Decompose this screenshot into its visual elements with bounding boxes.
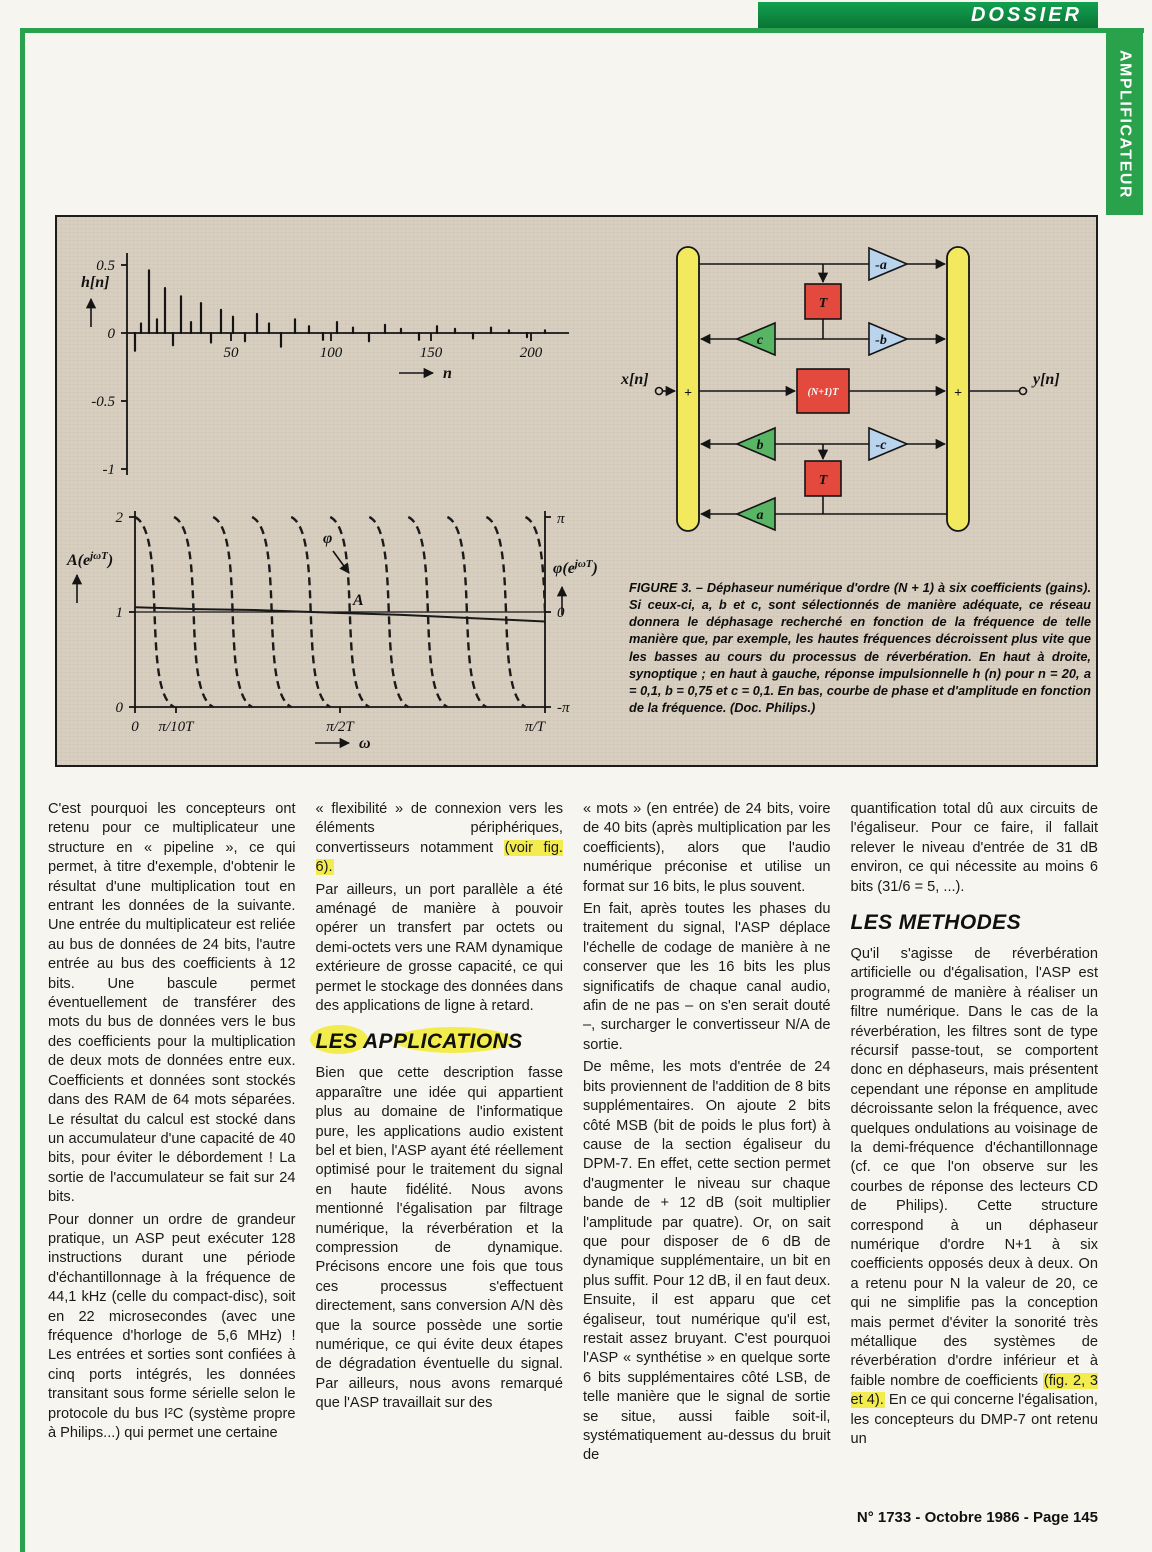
dossier-label: DOSSIER: [970, 3, 1082, 26]
left-tick-label: 0: [115, 700, 123, 716]
figure-caption-body: – Déphaseur numérique d'ordre (N + 1) à six coefficients (gains). Si ceux-ci, a, b et c, sont sélectionnés de manière adéquate, ce réseau donnera le déphasage recherché en fonction de la fréquence de telle manière que, par exemple, les hautes fréquences décroissent plus vite que les basses au cours du processus de réverbération. En haut à droite, synoptique ; en haut à gauche, réponse impulsionnelle h (n) pour n = 20, a = 0,1, b = 0,75 et c = 0,1. En bas, courbe de phase et d'amplitude en fonction de la fréquence. (Doc. Philips.): [629, 580, 1092, 715]
x-tick-label: 150: [419, 345, 443, 361]
page-footer: N° 1733 - Octobre 1986 - Page 145: [856, 1509, 1098, 1526]
highlighted-text: (fig. 2, 3 et 4).: [850, 1372, 1099, 1409]
amplitude-phase-chart: [65, 507, 625, 757]
amplitude-curve-label: A: [353, 592, 364, 609]
highlighted-text: (voir fig. 6).: [315, 839, 563, 876]
big-delay-label: (N+1)T: [807, 387, 839, 398]
heading-les-applications: LES APPLICATIONS: [315, 1030, 523, 1054]
output-label: y[n]: [1033, 371, 1060, 388]
heading-les-methodes: LES METHODES: [850, 911, 1021, 935]
dossier-header: [758, 2, 1098, 28]
paragraph: En fait, après toutes les phases du traitement du signal, l'ASP déplace l'échelle de codage de manière à ne conserver que les 16 bits les plus significatifs de chaque canal audio, afin de ne pas – on s'en serait douté –, surcharger le convertisseur N/A de sortie.: [583, 901, 831, 1053]
paragraph: « mots » (en entrée) de 24 bits, voire de 40 bits (après multiplication par les coefficients), alors que l'audio numérique préconise et utilise un format sur 16 bits, le plus souvent.: [583, 801, 831, 895]
gain-b-label: b: [756, 438, 764, 453]
paragraph: C'est pourquoi les concepteurs ont retenu pour ce multiplicateur une structure en « pipeline », ce qui permet, à titre d'exemple, d'obtenir le résultat d'une multiplication tout en entrant les données de la suivante. Une entrée du multiplicateur est reliée au bus de données de 24 bits, l'autre entrée au bus des coefficients à 12 bits. Une bascule permet éventuellement de transférer des mots du bus de données vers le bus des coefficients pour la multiplication de deux mots de données entre eux. Coefficients et données sont stockés dans des RAM de 64 mots séparées. Le résultat du calcul est stocké dans un accumulateur d'une capacité de 40 bits, pour éviter le débordement ! La sortie de l'accumulateur se fait sur 24 bits.: [48, 801, 296, 1206]
left-tick-label: 1: [115, 605, 123, 621]
impulse-response-chart: [69, 235, 579, 490]
amplificateur-label: AMPLIFICATEUR: [1116, 49, 1134, 199]
paragraph-text: En ce qui concerne l'égalisation, les concepteurs du DMP-7 ont retenu un: [850, 1392, 1098, 1448]
x-tick-label: 200: [519, 345, 543, 361]
y-tick-label: -1: [102, 462, 115, 478]
impulse-stems: [135, 270, 545, 350]
y-tick-label: 0.5: [96, 258, 115, 274]
bode-xlabel: ω: [359, 735, 371, 752]
paragraph: Par ailleurs, un port parallèle a été aménagé de manière à pouvoir opérer un transfert par octets ou demi-octets vers une RAM dynamique extérieure de grosse capacité, ce qui permet le stockage des données dans des applications de ligne à retard.: [315, 881, 563, 1015]
page-border-left: [20, 28, 25, 1552]
right-tick-label: 0: [557, 605, 565, 621]
impulse-xlabel: n: [443, 365, 452, 382]
column-3: [583, 800, 831, 1469]
column-1: [48, 800, 296, 1469]
allpass-block-diagram: [617, 229, 1087, 559]
phase-curve-label: φ: [323, 530, 333, 547]
impulse-ylabel: h[n]: [81, 274, 110, 291]
x-tick-label: π/T: [524, 719, 546, 735]
gain-minus-b-label: -b: [875, 333, 887, 348]
figure-caption: [629, 579, 1091, 716]
amplitude-axis-label: $A(e^{j\omega T})$: [67, 550, 114, 569]
gain-c-label: c: [756, 333, 764, 348]
paragraph: quantification total dû aux circuits de l'égaliseur. Pour ce faire, il fallait relever le niveau d'entrée de 31 dB environ, ce qui nécessite au moins 6 bits (31/6 = 5, ...).: [850, 801, 1098, 895]
output-node: [1020, 388, 1027, 395]
x-tick-label: 50: [223, 345, 239, 361]
x-tick-label: 100: [319, 345, 343, 361]
x-tick-label: π/2T: [326, 719, 354, 735]
paragraph-text: « flexibilité » de connexion vers les éléments périphériques, convertisseurs notamment: [315, 801, 563, 856]
paragraph: [316, 800, 564, 878]
gain-a-label: a: [756, 508, 764, 523]
left-tick-label: 2: [115, 510, 123, 526]
input-label: x[n]: [621, 371, 649, 388]
paragraph: [851, 945, 1099, 1450]
column-4: [851, 800, 1099, 1469]
gain-minus-a-label: -a: [875, 258, 887, 273]
applications-heading-wrap: [316, 1028, 564, 1056]
x-tick-label: 0: [131, 719, 139, 735]
delay-bottom-label: T: [818, 473, 828, 488]
amplificateur-tab: [1106, 33, 1143, 215]
methodes-heading-wrap: [851, 909, 1099, 937]
column-2: [316, 800, 564, 1469]
figure-caption-lead: FIGURE 3.: [629, 580, 692, 595]
right-tick-label: π: [557, 511, 565, 527]
y-tick-label: -0.5: [91, 394, 115, 410]
left-sum-plus: +: [684, 386, 692, 401]
phase-axis-label: $\varphi(e^{j\omega T})$: [553, 558, 598, 577]
paragraph-text: Qu'il s'agisse de réverbération artificielle ou d'égalisation, l'ASP est programmé de manière à réaliser un filtre numérique. Dans le cas de la réverbération, les filtres sont de type récursif passe-tout, se comportent donc en déphaseurs, mais présentent cependant une réponse en amplitude décroissante selon la fréquence, avec quelques ondulations au voisinage de la demi-fréquence d'échantillonnage (cf. ce que l'on observe sur les courbes de réponse des lecteurs CD de Philips). Cette structure correspond à un déphaseur numérique d'ordre N+1 à six coefficients opposés deux à deux. On a retenu pour N la valeur de 20, ce qui ne simplifie pas la conception mais permet d'éviter la sonorité très métallique des systèmes de réverbération d'ordre inférieur et à faible nombre de coefficients: [850, 945, 1098, 1389]
article-columns: [48, 800, 1098, 1469]
paragraph: De même, les mots d'entrée de 24 bits proviennent de l'addition de 8 bits supplémentaires. On ajoute 2 bits côté MSB (bit de poids le plus fort) à cause de la section égaliseur du DPM-7. En effet, cette section permet d'augmenter le niveau sur chaque bande de + 12 dB (soit multiplier l'amplitude par quatre). Or, on sait que pour disposer de 6 dB de dynamique supplémentaire, un bit en plus suffit. Pour 12 dB, il en faut deux. Ensuite, il est apparu que cet égaliseur, tout numérique qu'il est, restait assez bruyant. C'est pourquoi l'ASP « synthétise » en quelque sorte 6 bits supplémentaires côté LSB, de telle manière que le signal de sortie se situe, aussi faible soit-il, systématiquement au-dessus du bruit de: [583, 1059, 831, 1464]
right-tick-label: -π: [557, 700, 570, 716]
page-border-top: [20, 28, 1144, 33]
gain-minus-c-label: -c: [875, 438, 887, 453]
paragraph: Bien que cette description fasse apparaître une idée qui appartient plus au domaine de l'informatique pure, les applications audio existent bel et bien, l'ASP ayant été réellement optimisé pour le traitement du signal en haute fidélité. Nous avons mentionné l'égalisation par filtrage numérique, la réverbération et la compression de dynamique. Précisons encore une fois que tous ces processus s'effectuent directement, sans conversion A/N dès que la source possède une sortie numérique, ce qui évite deux étapes de dégradation éventuelle du signal. Par ailleurs, nous avons remarqué que l'ASP travaillait sur des: [315, 1065, 563, 1412]
x-tick-label: π/10T: [158, 719, 194, 735]
right-sum-plus: +: [954, 386, 962, 401]
amplitude-curve: [135, 607, 545, 621]
input-node: [656, 388, 663, 395]
paragraph: Pour donner un ordre de grandeur pratique, un ASP peut exécuter 128 instructions durant une période d'échantillonnage à la fréquence de 44,1 kHz (celle du compact-disc), soit en 22 microsecondes (avec une fréquence d'horloge de 5,6 MHz) ! Les entrées et sorties sont confiées à cinq ports intégrés, les données transitant sous forme sérielle selon le protocole du bus I²C (système propre à Philips...) qui permet une certaine: [48, 1211, 296, 1441]
delay-top-label: T: [818, 296, 828, 311]
figure-3-panel: [55, 215, 1098, 767]
y-tick-label: 0: [107, 326, 115, 342]
